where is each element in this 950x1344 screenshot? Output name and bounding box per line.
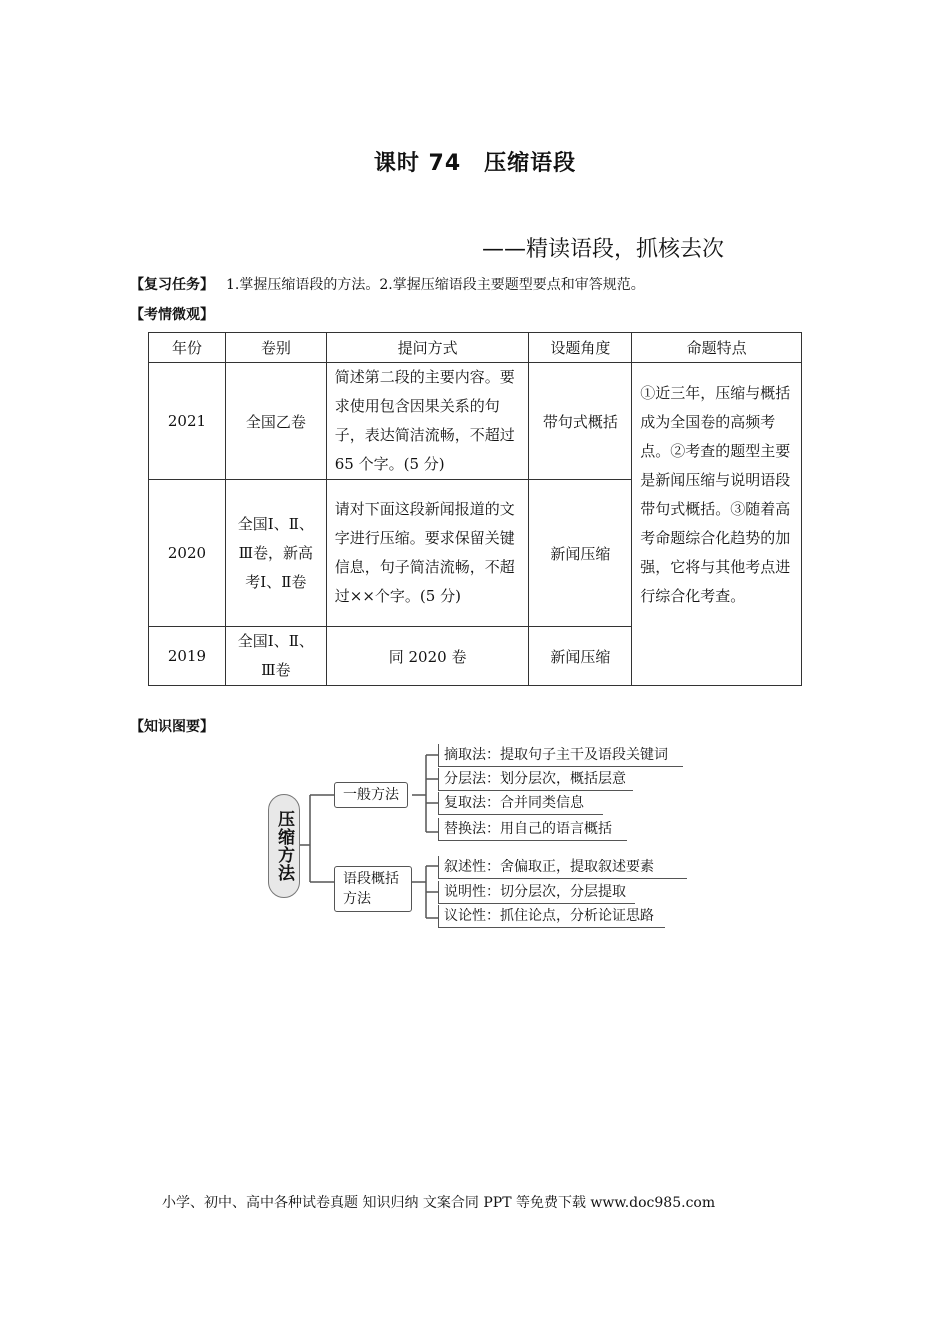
cell-paper: 全国Ⅰ、Ⅱ、Ⅲ卷	[225, 627, 326, 686]
cell-question: 请对下面这段新闻报道的文字进行压缩。要求保留关键信息，句子简洁流畅，不超过××个字。(5 分)	[326, 480, 529, 627]
cell-features	[632, 363, 802, 686]
cell-question: 同 2020 卷	[326, 627, 529, 686]
cell-angle: 带句式概括	[529, 363, 632, 480]
mindmap-root: 压缩方法	[268, 794, 300, 898]
header-paper: 卷别	[225, 333, 326, 363]
mindmap-leaf: 分层法：划分层次，概括层意	[444, 771, 626, 787]
mindmap-group-paragraph: 语段概括方法	[334, 866, 412, 912]
cell-paper: 全国乙卷	[225, 363, 326, 480]
mindmap-leaf: 议论性：抓住论点，分析论证思路	[444, 908, 654, 924]
page-subtitle: ——精读语段，抓核去次	[482, 237, 725, 262]
exam-overview-table	[148, 332, 802, 686]
header-features: 命题特点	[632, 333, 802, 363]
cell-year: 2019	[149, 627, 226, 686]
knowledge-mindmap	[262, 742, 702, 932]
mindmap-group-general: 一般方法	[334, 782, 408, 808]
mindmap-leaf: 摘取法：提取句子主干及语段关键词	[444, 747, 668, 763]
header-year: 年份	[149, 333, 226, 363]
mindmap-leaf: 叙述性：舍偏取正，提取叙述要素	[444, 859, 654, 875]
exam-overview-label: 【考情微观】	[130, 307, 214, 323]
table-header-row	[149, 333, 802, 363]
header-angle: 设题角度	[529, 333, 632, 363]
cell-paper: 全国Ⅰ、Ⅱ、Ⅲ卷，新高考Ⅰ、Ⅱ卷	[225, 480, 326, 627]
cell-angle: 新闻压缩	[529, 480, 632, 627]
mindmap-leaf: 复取法：合并同类信息	[444, 795, 584, 811]
cell-year: 2020	[149, 480, 226, 627]
review-task-text: 1.掌握压缩语段的方法。2.掌握压缩语段主要题型要点和审答规范。	[226, 277, 645, 293]
cell-question: 简述第二段的主要内容。要求使用包含因果关系的句子，表达简洁流畅，不超过 65 个字。(5 分)	[326, 363, 529, 480]
cell-year: 2021	[149, 363, 226, 480]
mindmap-leaf: 说明性：切分层次，分层提取	[444, 884, 626, 900]
review-task-label: 【复习任务】	[130, 277, 214, 293]
mindmap-leaf: 替换法：用自己的语言概括	[444, 821, 612, 837]
review-task	[130, 274, 645, 294]
features-text: ①近三年，压缩与概括成为全国卷的高频考点。②考查的题型主要是新闻压缩与说明语段带句式概括。③随着高考命题综合化趋势的加强，它将与其他考点进行综合化考查。	[640, 384, 791, 605]
page-footer: 小学、初中、高中各种试卷真题 知识归纳 文案合同 PPT 等免费下载 www.doc985.com	[162, 1195, 716, 1211]
knowledge-map-label: 【知识图要】	[130, 719, 214, 735]
cell-angle: 新闻压缩	[529, 627, 632, 686]
page-title: 课时 74 压缩语段	[373, 151, 577, 176]
header-question: 提问方式	[326, 333, 529, 363]
table-row	[149, 363, 802, 480]
